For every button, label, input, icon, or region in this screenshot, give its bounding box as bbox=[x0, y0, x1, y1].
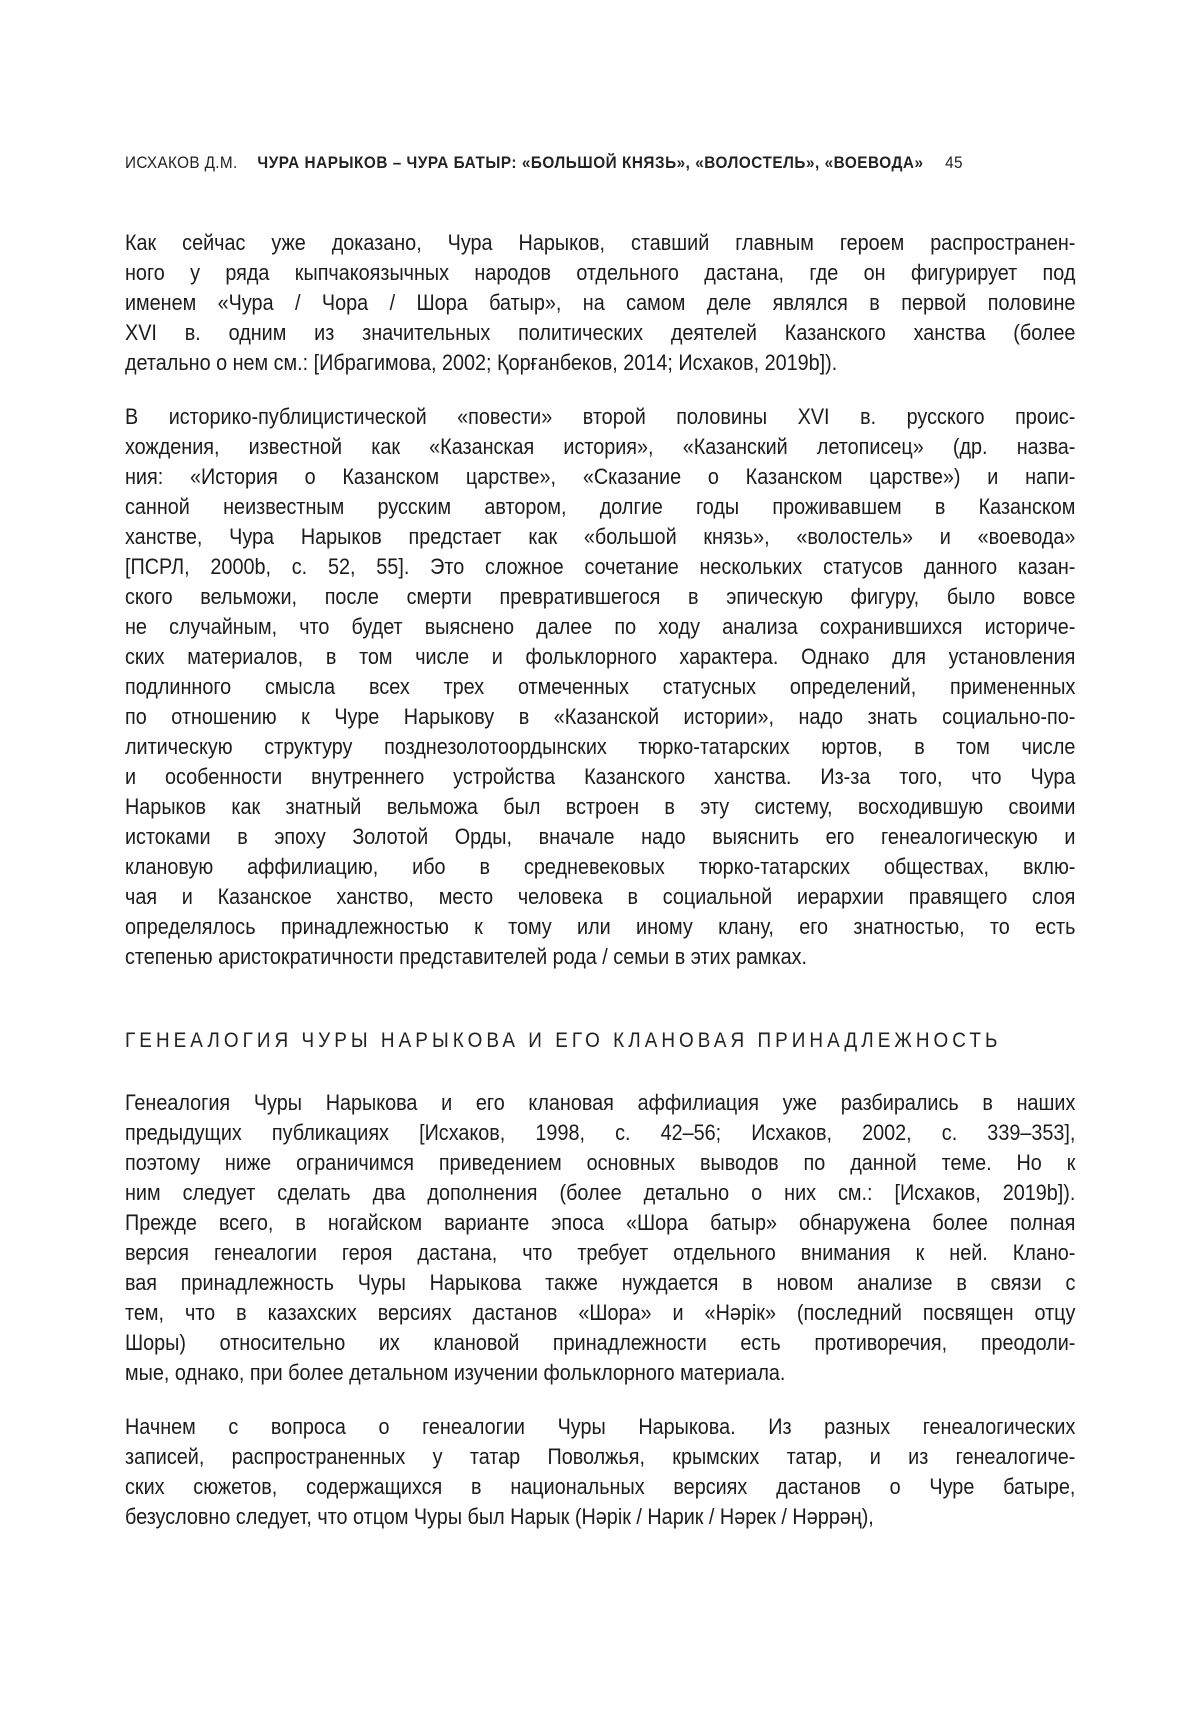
text-line: ханстве, Чура Нарыков предстает как «большой князь», «волостель» и «воевода» bbox=[125, 524, 1076, 549]
text-line: клановую аффилиацию, ибо в средневековых тюрко-татарских обществах, вклю- bbox=[125, 854, 1076, 879]
text-line: записей, распространенных у татар Поволжья, крымских татар, и из генеалогиче- bbox=[125, 1444, 1076, 1469]
text-line: ния: «История о Казанском царстве», «Сказание о Казанском царстве») и напи- bbox=[125, 464, 1076, 489]
article-body bbox=[125, 228, 1075, 1532]
text-line: по отношению к Чуре Нарыкову в «Казанской истории», надо знать социально-по- bbox=[125, 704, 1076, 729]
text-line: ского вельможи, после смерти превратившегося в эпическую фигуру, было вовсе bbox=[125, 584, 1076, 609]
text-line: санной неизвестным русским автором, долгие годы проживавшем в Казанском bbox=[125, 494, 1076, 519]
text-line: Начнем с вопроса о генеалогии Чуры Нарыкова. Из разных генеалогических bbox=[125, 1414, 1076, 1439]
text-line: вая принадлежность Чуры Нарыкова также нуждается в новом анализе в связи с bbox=[125, 1270, 1076, 1295]
text-line: литическую структуру позднезолотоордынских тюрко-татарских юртов, в том числе bbox=[125, 734, 1076, 759]
text-line: детально о нем см.: [Ибрагимова, 2002; Қорғанбеков, 2014; Исхаков, 2019b]). bbox=[125, 350, 838, 375]
text-line: Шоры) относительно их клановой принадлежности есть противоречия, преодоли- bbox=[125, 1330, 1076, 1355]
text-line: определялось принадлежностью к тому или иному клану, его знатностью, то есть bbox=[125, 914, 1076, 939]
header-author: ИСХАКОВ Д.М. bbox=[125, 153, 238, 172]
text-line: подлинного смысла всех трех отмеченных статусных определений, примененных bbox=[125, 674, 1076, 699]
text-line: Прежде всего, в ногайском варианте эпоса «Шора батыр» обнаружена более полная bbox=[125, 1210, 1076, 1235]
text-line: предыдущих публикациях [Исхаков, 1998, с. 42–56; Исхаков, 2002, с. 339–353], bbox=[125, 1120, 1076, 1145]
header-page-number: 45 bbox=[945, 153, 963, 172]
text-line: степенью аристократичности представителей рода / семьи в этих рамках. bbox=[125, 944, 808, 969]
text-line: Генеалогия Чуры Нарыкова и его клановая аффилиация уже разбирались в наших bbox=[125, 1090, 1076, 1115]
text-line: ним следует сделать два дополнения (более детально о них см.: [Исхаков, 2019b]). bbox=[125, 1180, 1076, 1205]
text-line: мые, однако, при более детальном изучении фольклорного материала. bbox=[125, 1360, 786, 1385]
paragraph bbox=[125, 1088, 1075, 1388]
paragraph bbox=[125, 228, 1075, 378]
text-line: безусловно следует, что отцом Чуры был Нарык (Нәрік / Нарик / Нәрек / Нәррәң), bbox=[125, 1504, 874, 1529]
paragraph bbox=[125, 402, 1075, 972]
text-line: не случайным, что будет выяснено далее по ходу анализа сохранившихся историче- bbox=[125, 614, 1076, 639]
text-line: В историко-публицистической «повести» второй половины XVI в. русского проис- bbox=[125, 404, 1076, 429]
text-line: и особенности внутреннего устройства Казанского ханства. Из-за того, что Чура bbox=[125, 764, 1076, 789]
section-heading: ГЕНЕАЛОГИЯ ЧУРЫ НАРЫКОВА И ЕГО КЛАНОВАЯ ПРИНАДЛЕЖНОСТЬ bbox=[125, 1029, 1002, 1052]
content-column bbox=[125, 152, 1075, 1556]
text-line: ного у ряда кыпчакоязычных народов отдельного дастана, где он фигурирует под bbox=[125, 260, 1076, 285]
text-line: ских сюжетов, содержащихся в национальных версиях дастанов о Чуре батыре, bbox=[125, 1474, 1076, 1499]
text-line: тем, что в казахских версиях дастанов «Шора» и «Нәрік» (последний посвящен отцу bbox=[125, 1300, 1076, 1325]
text-line: хождения, известной как «Казанская история», «Казанский летописец» (др. назва- bbox=[125, 434, 1076, 459]
text-line: [ПСРЛ, 2000b, с. 52, 55]. Это сложное сочетание нескольких статусов данного казан- bbox=[125, 554, 1076, 579]
text-line: именем «Чура / Чора / Шора батыр», на самом деле являлся в первой половине bbox=[125, 290, 1076, 315]
text-line: XVI в. одним из значительных политических деятелей Казанского ханства (более bbox=[125, 320, 1076, 345]
running-header bbox=[125, 152, 1075, 174]
header-article-title: ЧУРА НАРЫКОВ – ЧУРА БАТЫР: «БОЛЬШОЙ КНЯЗЬ», «ВОЛОСТЕЛЬ», «ВОЕВОДА» bbox=[257, 153, 924, 172]
text-line: версия генеалогии героя дастана, что требует отдельного внимания к ней. Клано- bbox=[125, 1240, 1076, 1265]
paragraph bbox=[125, 1412, 1075, 1532]
text-line: Как сейчас уже доказано, Чура Нарыков, ставший главным героем распространен- bbox=[125, 230, 1076, 255]
text-line: истоками в эпоху Золотой Орды, вначале надо выяснить его генеалогическую и bbox=[125, 824, 1076, 849]
text-line: ских материалов, в том числе и фольклорного характера. Однако для установления bbox=[125, 644, 1076, 669]
text-line: чая и Казанское ханство, место человека в социальной иерархии правящего слоя bbox=[125, 884, 1076, 909]
text-line: поэтому ниже ограничимся приведением основных выводов по данной теме. Но к bbox=[125, 1150, 1076, 1175]
text-line: Нарыков как знатный вельможа был встроен в эту систему, восходившую своими bbox=[125, 794, 1076, 819]
